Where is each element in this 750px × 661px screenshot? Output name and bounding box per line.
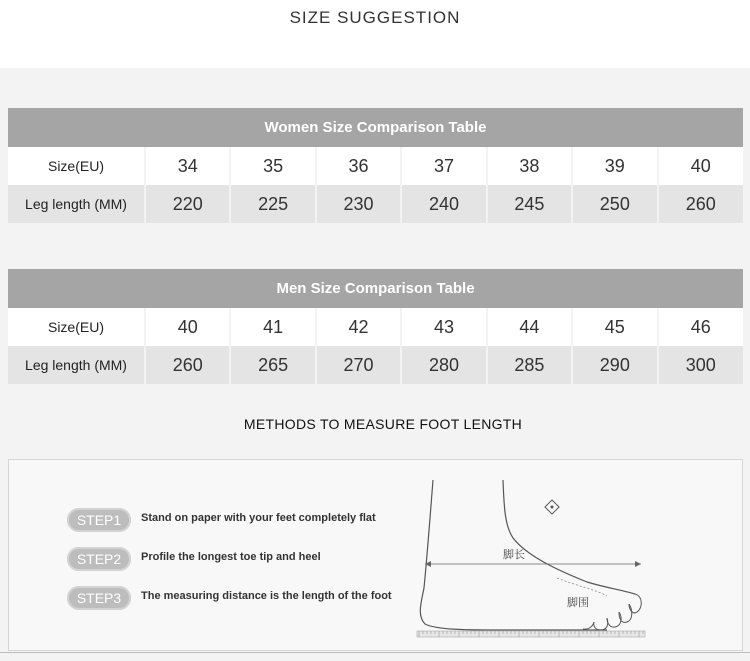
step-badge: STEP1 bbox=[67, 508, 131, 532]
length-cell: 250 bbox=[572, 185, 657, 223]
size-cell: 40 bbox=[658, 147, 743, 185]
length-row-label: Leg length (MM) bbox=[8, 185, 145, 223]
arrow-head-right bbox=[635, 561, 641, 567]
women-size-row bbox=[8, 147, 743, 185]
size-cell: 44 bbox=[487, 308, 572, 346]
length-cell: 265 bbox=[230, 346, 315, 384]
step-text: Stand on paper with your feet completely flat bbox=[141, 512, 376, 524]
length-cell: 285 bbox=[487, 346, 572, 384]
methods-panel bbox=[8, 459, 743, 651]
size-row-label: Size(EU) bbox=[8, 308, 145, 346]
length-row-label: Leg length (MM) bbox=[8, 346, 145, 384]
size-cell: 41 bbox=[230, 308, 315, 346]
size-cell: 36 bbox=[316, 147, 401, 185]
length-cell: 230 bbox=[316, 185, 401, 223]
step-badge: STEP3 bbox=[67, 586, 131, 610]
step-text: The measuring distance is the length of the foot bbox=[141, 590, 392, 602]
length-cell: 220 bbox=[145, 185, 230, 223]
size-cell: 39 bbox=[572, 147, 657, 185]
size-cell: 45 bbox=[572, 308, 657, 346]
girth-label: 脚围 bbox=[567, 596, 589, 609]
toes-drawing bbox=[583, 594, 641, 630]
methods-heading: METHODS TO MEASURE FOOT LENGTH bbox=[243, 416, 523, 432]
men-size-table bbox=[8, 269, 743, 384]
leg-front-outline bbox=[503, 480, 635, 594]
length-cell: 225 bbox=[230, 185, 315, 223]
step-badge: STEP2 bbox=[67, 547, 131, 571]
length-cell: 240 bbox=[401, 185, 486, 223]
men-table-title: Men Size Comparison Table bbox=[8, 269, 743, 308]
size-cell: 42 bbox=[316, 308, 401, 346]
length-cell: 260 bbox=[145, 346, 230, 384]
size-cell: 40 bbox=[145, 308, 230, 346]
diamond-icon bbox=[545, 500, 559, 514]
women-table-title: Women Size Comparison Table bbox=[8, 108, 743, 147]
length-cell: 290 bbox=[572, 346, 657, 384]
foot-measure-illustration bbox=[407, 478, 649, 638]
ruler bbox=[417, 631, 645, 637]
length-cell: 245 bbox=[487, 185, 572, 223]
length-cell: 300 bbox=[658, 346, 743, 384]
men-length-row bbox=[8, 346, 743, 384]
size-cell: 46 bbox=[658, 308, 743, 346]
length-cell: 280 bbox=[401, 346, 486, 384]
step-text: Profile the longest toe tip and heel bbox=[141, 551, 321, 563]
size-row-label: Size(EU) bbox=[8, 147, 145, 185]
page-title: SIZE SUGGESTION bbox=[289, 8, 461, 27]
size-cell: 38 bbox=[487, 147, 572, 185]
girth-curve bbox=[557, 578, 607, 596]
length-cell: 270 bbox=[316, 346, 401, 384]
size-cell: 43 bbox=[401, 308, 486, 346]
size-cell: 34 bbox=[145, 147, 230, 185]
length-label: 脚长 bbox=[503, 548, 525, 561]
women-length-row bbox=[8, 185, 743, 223]
length-cell: 260 bbox=[658, 185, 743, 223]
size-cell: 35 bbox=[230, 147, 315, 185]
size-cell: 37 bbox=[401, 147, 486, 185]
men-size-row bbox=[8, 308, 743, 346]
women-size-table bbox=[8, 108, 743, 223]
bottom-divider bbox=[0, 652, 750, 653]
